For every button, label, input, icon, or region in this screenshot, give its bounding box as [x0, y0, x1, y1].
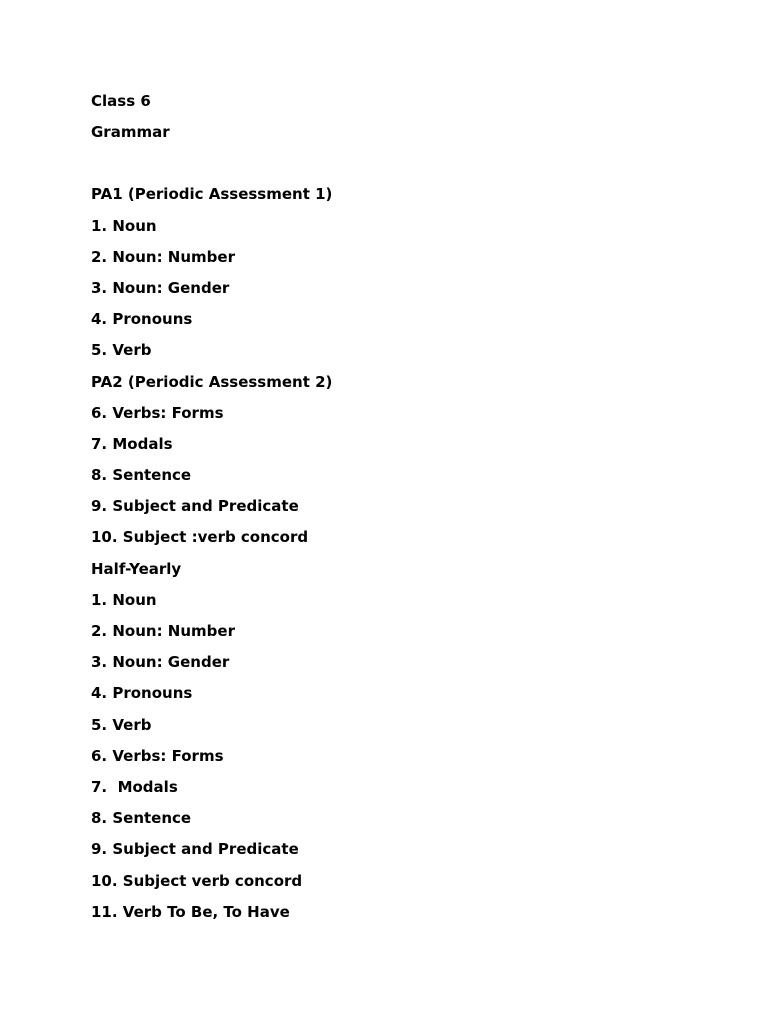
list-item: 4. Pronouns: [91, 310, 193, 329]
list-item: 7. Modals: [91, 777, 178, 796]
list-item: 9. Subject and Predicate: [91, 840, 299, 859]
list-item: 4. Pronouns: [91, 684, 193, 703]
list-item: 5. Verb: [91, 715, 152, 734]
list-item: 8. Sentence: [91, 809, 192, 828]
blank-line: [91, 153, 731, 184]
section-heading: PA2 (Periodic Assessment 2): [91, 372, 333, 391]
list-item: 3. Noun: Gender: [91, 278, 230, 297]
list-item: 11. Verb To Be, To Have: [91, 902, 290, 921]
section-heading: PA1 (Periodic Assessment 1): [91, 185, 333, 204]
list-item: 6. Verbs: Forms: [91, 746, 224, 765]
list-item: 2. Noun: Number: [91, 247, 235, 266]
list-item: 9. Subject and Predicate: [91, 497, 299, 516]
section-heading: Half-Yearly: [91, 559, 182, 578]
list-item: 1. Noun: [91, 590, 157, 609]
class-line: Class 6: [91, 92, 151, 110]
list-item: 3. Noun: Gender: [91, 653, 230, 672]
section-half-yearly: [91, 559, 731, 922]
list-item: 7. Modals: [91, 434, 173, 453]
list-item: 5. Verb: [91, 341, 152, 360]
list-item: 8. Sentence: [91, 466, 192, 485]
list-item: 2. Noun: Number: [91, 622, 235, 640]
list-item: 6. Verbs: Forms: [91, 403, 224, 422]
section-pa2: [91, 372, 731, 548]
document-page: [91, 91, 731, 933]
list-item: 10. Subject verb concord: [91, 871, 303, 890]
section-pa1: [91, 184, 731, 360]
list-item: 10. Subject :verb concord: [91, 528, 309, 547]
list-item: 1. Noun: [91, 216, 157, 235]
subject-line: Grammar: [91, 123, 170, 142]
